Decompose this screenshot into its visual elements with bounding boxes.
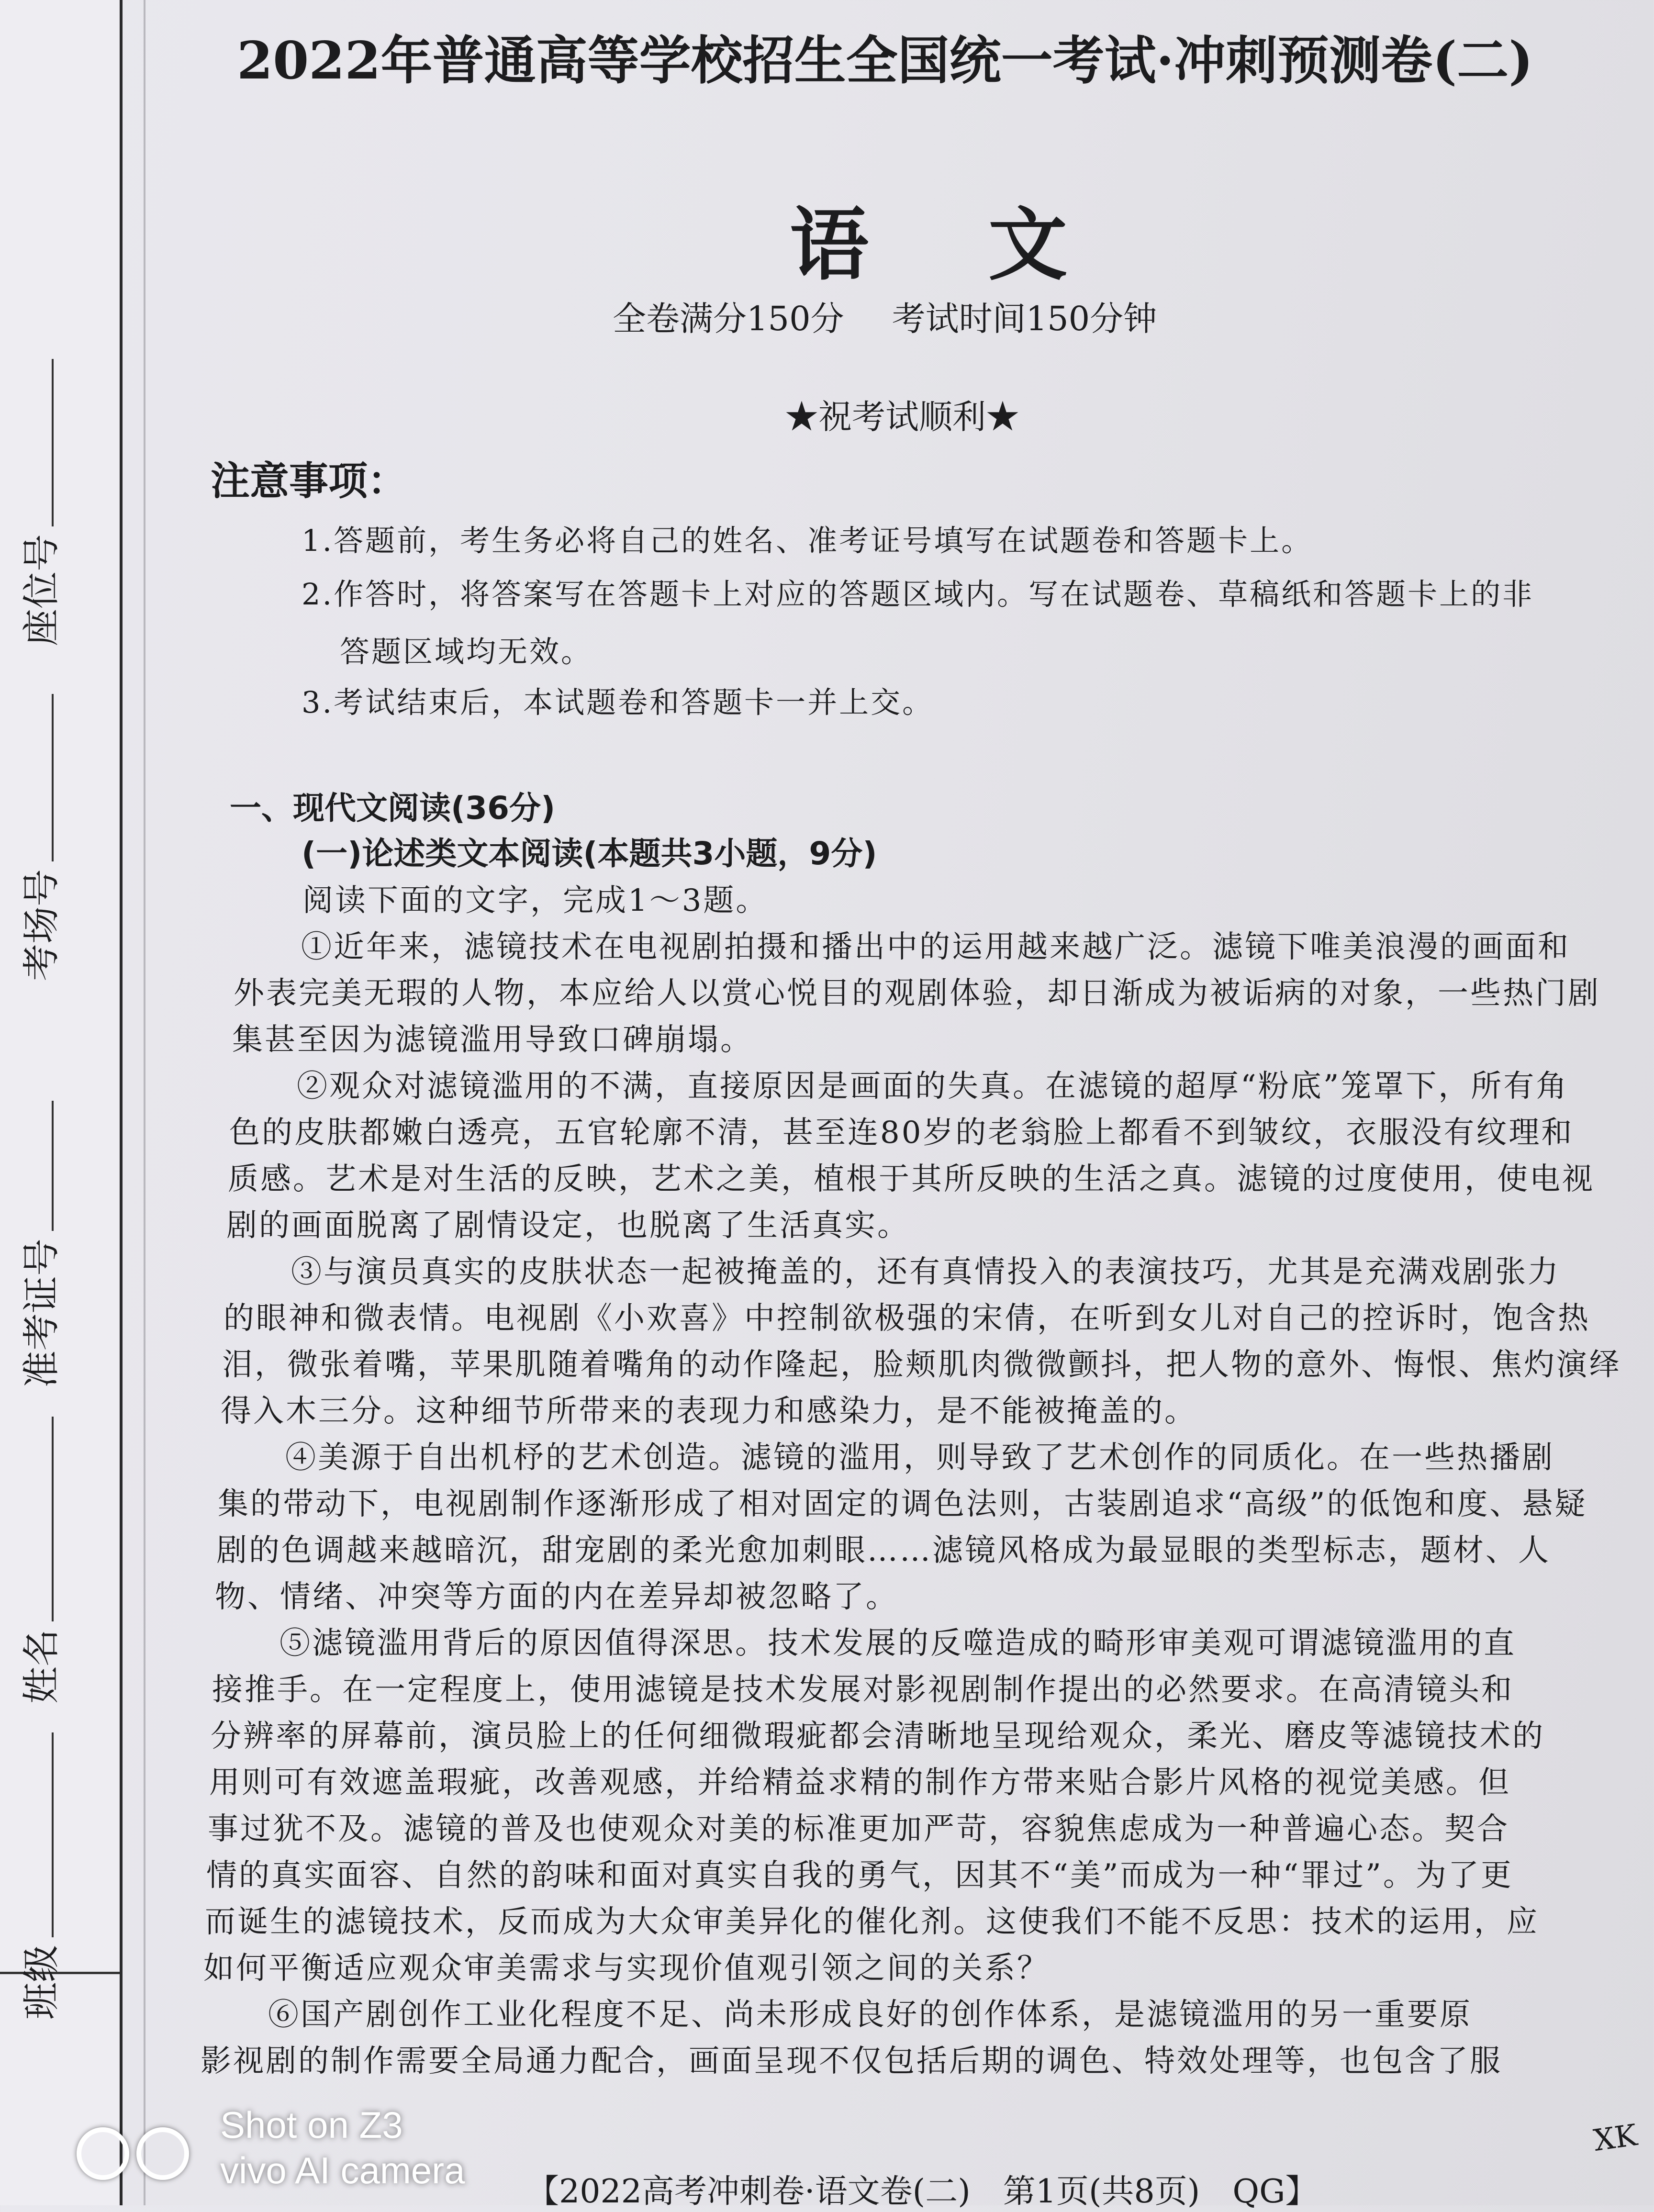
passage-line: 阅读下面的文字，完成1～3题。 [302, 883, 769, 918]
full-score: 全卷满分150分 [613, 299, 844, 338]
passage-line: 的眼神和微表情。电视剧《小欢喜》中控制欲极强的宋倩，在听到女儿对自己的控诉时，饱含热 [224, 1301, 1590, 1336]
section-title: 一、现代文阅读(36分) [230, 790, 556, 827]
passage-line: 剧的画面脱离了剧情设定，也脱离了生活真实。 [226, 1208, 910, 1243]
passage-line: 得入木三分。这种细节所带来的表现力和感染力，是不能被掩盖的。 [221, 1394, 1197, 1429]
passage-line: 质感。艺术是对生活的反映，艺术之美，植根于其所反映的生活之真。滤镜的过度使用，使电视 [228, 1162, 1595, 1197]
passage-line: 剧的色调越来越暗沉，甜宠剧的柔光愈加刺眼……滤镜风格成为最显眼的类型标志，题材、人 [216, 1533, 1551, 1568]
footer-code: XK [1591, 2117, 1640, 2158]
camera-watermark: Shot on Z3 vivo AI camera [77, 2103, 507, 2199]
aperture-icon [136, 2127, 189, 2180]
passage-line: 集的带动下，电视剧制作逐渐形成了相对固定的调色法则，古装剧追求“高级”的低饱和度、悬疑 [218, 1486, 1587, 1522]
passage-line: ②观众对滤镜滥用的不满，直接原因是画面的失真。在滤镜的超厚“粉底”笼罩下，所有角 [297, 1069, 1569, 1104]
exam-room-field: 考场号 [10, 694, 67, 981]
subsection-title: (一)论述类文本阅读(本题共3小题，9分) [302, 835, 877, 872]
passage-line: 集甚至因为滤镜滥用导致口碑崩塌。 [232, 1022, 753, 1058]
note-item: 答题区域均无效。 [340, 634, 593, 669]
passage-line: 外表完美无瑕的人物，本应给人以赏心悦目的观剧体验，却日渐成为被诟病的对象，一些热门剧 [234, 976, 1600, 1011]
name-field: 姓名 [10, 1417, 67, 1704]
subject-title: 语文 [790, 198, 1187, 291]
aperture-icon [77, 2127, 129, 2180]
passage-line: 物、情绪、冲突等方面的内在差异却被忽略了。 [215, 1579, 898, 1615]
exam-title: 2022年普通高等学校招生全国统一考试·冲刺预测卷(二) [237, 31, 1533, 91]
class-field: 班级 [10, 1732, 67, 2020]
note-item: 1.答题前，考生务必将自己的姓名、准考证号填写在试题卷和答题卡上。 [302, 523, 1313, 558]
binding-line [120, 0, 123, 2205]
passage-line: ⑤滤镜滥用背后的原因值得深思。技术发展的反噬造成的畸形审美观可谓滤镜滥用的直 [279, 1626, 1516, 1661]
exam-meta [613, 292, 1205, 340]
passage-line: 而诞生的滤镜技术，反而成为大众审美异化的催化剂。这使我们不能不反思：技术的运用，应 [205, 1904, 1539, 1940]
note-item: 3.考试结束后，本试题卷和答题卡一并上交。 [302, 685, 934, 720]
passage-line: 事过犹不及。滤镜的普及也使观众对美的标准更加严苛，容貌焦虑成为一种普遍心态。契合 [208, 1811, 1509, 1847]
passage-line: ①近年来，滤镜技术在电视剧拍摄和播出中的运用越来越广泛。滤镜下唯美浪漫的画面和 [301, 929, 1570, 965]
passage-line: 如何平衡适应观众审美需求与实现价值观引领之间的关系？ [203, 1951, 1050, 1986]
passage-line: 色的皮肤都嫩白透亮，五官轮廓不清，甚至连80岁的老翁脸上都看不到皱纹，衣服没有纹理和 [229, 1115, 1574, 1151]
passage-line: 情的真实面容、自然的韵味和面对真实自我的勇气，因其不“美”而成为一种“罪过”。为了更 [206, 1858, 1513, 1893]
note-item: 2.作答时，将答案写在答题卡上对应的答题区域内。写在试题卷、草稿纸和答题卡上的非 [302, 577, 1534, 612]
passage-line: 用则可有效遮盖瑕疵，改善观感，并给精益求精的制作方带来贴合影片风格的视觉美感。但 [209, 1765, 1511, 1800]
wish-text: ★祝考试顺利★ [785, 397, 1019, 436]
notes-heading: 注意事项： [211, 458, 407, 504]
duration: 考试时间150分钟 [892, 299, 1157, 338]
passage-line: ⑥国产剧创作工业化程度不足、尚未形成良好的创作体系，是滤镜滥用的另一重要原 [268, 1997, 1472, 2033]
page-edge [144, 0, 145, 2205]
passage-line: 接推手。在一定程度上，使用滤镜是技术发展对影视剧制作提出的必然要求。在高清镜头和 [212, 1672, 1514, 1708]
admission-number-field: 准考证号 [10, 1101, 67, 1388]
passage-line: 泪，微张着嘴，苹果肌随着嘴角的动作隆起，脸颊肌肉微微颤抖，把人物的意外、悔恨、焦灼演绎 [222, 1347, 1621, 1383]
seat-number-field: 座位号 [10, 359, 67, 646]
passage-line: 影视剧的制作需要全局通力配合，画面呈现不仅包括后期的调色、特效处理等，也包含了服 [201, 2044, 1502, 2079]
passage-line: 分辨率的屏幕前，演员脸上的任何细微瑕疵都会清晰地呈现给观众，柔光、磨皮等滤镜技术的 [211, 1719, 1545, 1754]
passage-line: ③与演员真实的皮肤状态一起被掩盖的，还有真情投入的表演技巧，尤其是充满戏剧张力 [291, 1254, 1560, 1290]
passage-line: ④美源于自出机杼的艺术创造。滤镜的滥用，则导致了艺术创作的同质化。在一些热播剧 [285, 1440, 1554, 1475]
page-footer: 【2022高考冲刺卷·语文卷(二) 第1页(共8页) QG】 [526, 2173, 1318, 2211]
